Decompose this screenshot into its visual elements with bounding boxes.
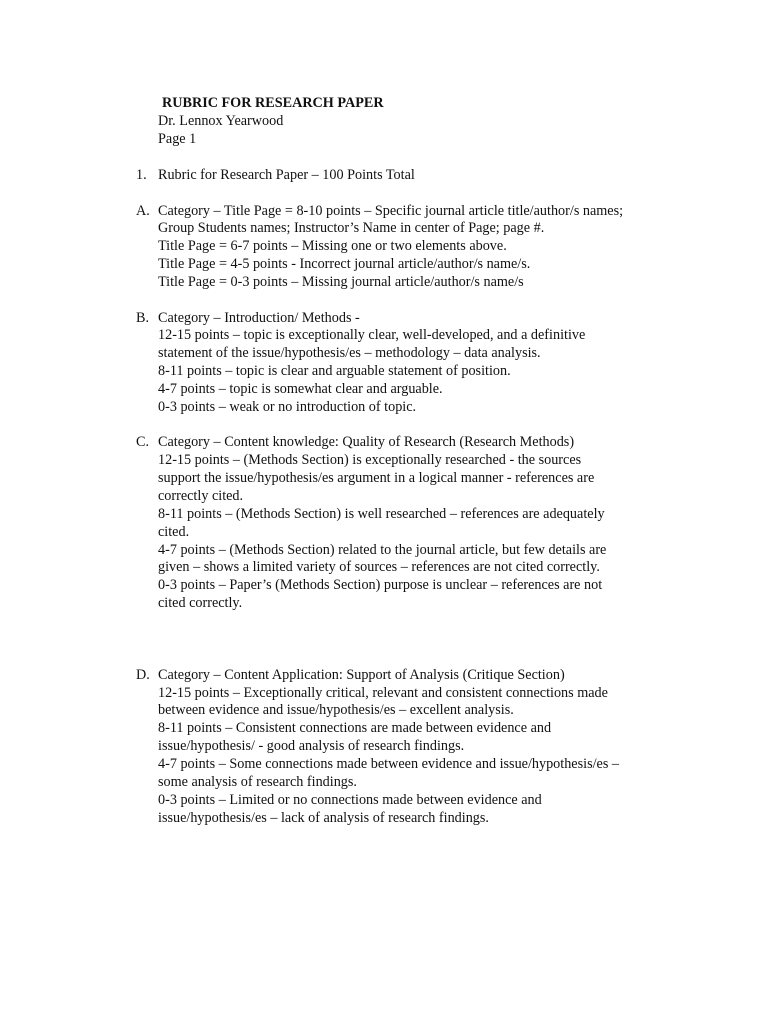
page-label: Page 1 <box>158 131 197 147</box>
section-d-line: Category – Content Application: Support of Analysis (Critique Section) <box>158 667 565 683</box>
section-c-line: 0-3 points – Paper’s (Methods Section) purpose is unclear – references are not <box>158 577 603 593</box>
section-d-line: 4-7 points – Some connections made between evidence and issue/hypothesis/es – <box>158 756 619 772</box>
section-c-marker: C. <box>136 434 150 450</box>
section-a-line: Category – Title Page = 8-10 points – Specific journal article title/author/s names; <box>158 203 624 219</box>
item-1-text: Rubric for Research Paper – 100 Points Total <box>158 167 415 183</box>
section-b-line: 4-7 points – topic is somewhat clear and arguable. <box>158 381 443 397</box>
section-c-line: 8-11 points – (Methods Section) is well researched – references are adequately <box>158 506 605 522</box>
section-c-line: 4-7 points – (Methods Section) related to the journal article, but few details are <box>158 542 607 558</box>
section-b-line: Category – Introduction/ Methods - <box>158 310 360 326</box>
section-d-line: 12-15 points – Exceptionally critical, relevant and consistent connections made <box>158 685 608 701</box>
section-d-line: some analysis of research findings. <box>158 774 357 790</box>
section-b-marker: B. <box>136 310 150 326</box>
section-a-line: Group Students names; Instructor’s Name in center of Page; page #. <box>158 220 545 236</box>
section-c-line: 12-15 points – (Methods Section) is exceptionally researched - the sources <box>158 452 582 468</box>
section-c-line: given – shows a limited variety of sources – references are not cited correctly. <box>158 559 600 575</box>
document-title: RUBRIC FOR RESEARCH PAPER <box>162 95 384 111</box>
section-d-line: between evidence and issue/hypothesis/es – excellent analysis. <box>158 702 514 718</box>
section-c-line: Category – Content knowledge: Quality of Research (Research Methods) <box>158 434 575 450</box>
section-d-line: 0-3 points – Limited or no connections made between evidence and <box>158 792 542 808</box>
section-c-line: cited. <box>158 524 190 540</box>
section-c-line: correctly cited. <box>158 488 244 504</box>
section-d-marker: D. <box>136 667 150 683</box>
section-c-line: support the issue/hypothesis/es argument in a logical manner - references are <box>158 470 595 486</box>
section-b-line: 8-11 points – topic is clear and arguable statement of position. <box>158 363 511 379</box>
section-a-line: Title Page = 6-7 points – Missing one or two elements above. <box>158 238 507 254</box>
section-a-marker: A. <box>136 203 150 219</box>
section-c-line: cited correctly. <box>158 595 243 611</box>
section-d-line: issue/hypothesis/es – lack of analysis of research findings. <box>158 810 489 826</box>
section-b-line: statement of the issue/hypothesis/es – methodology – data analysis. <box>158 345 541 361</box>
item-1-marker: 1. <box>136 167 147 183</box>
section-b-line: 12-15 points – topic is exceptionally clear, well-developed, and a definitive <box>158 327 586 343</box>
author-name: Dr. Lennox Yearwood <box>158 113 284 129</box>
section-a-line: Title Page = 0-3 points – Missing journal article/author/s name/s <box>158 274 524 290</box>
section-b-line: 0-3 points – weak or no introduction of topic. <box>158 399 417 415</box>
section-d-line: 8-11 points – Consistent connections are made between evidence and <box>158 720 552 736</box>
section-d-line: issue/hypothesis/ - good analysis of research findings. <box>158 738 465 754</box>
section-a-line: Title Page = 4-5 points - Incorrect journal article/author/s name/s. <box>158 256 531 272</box>
